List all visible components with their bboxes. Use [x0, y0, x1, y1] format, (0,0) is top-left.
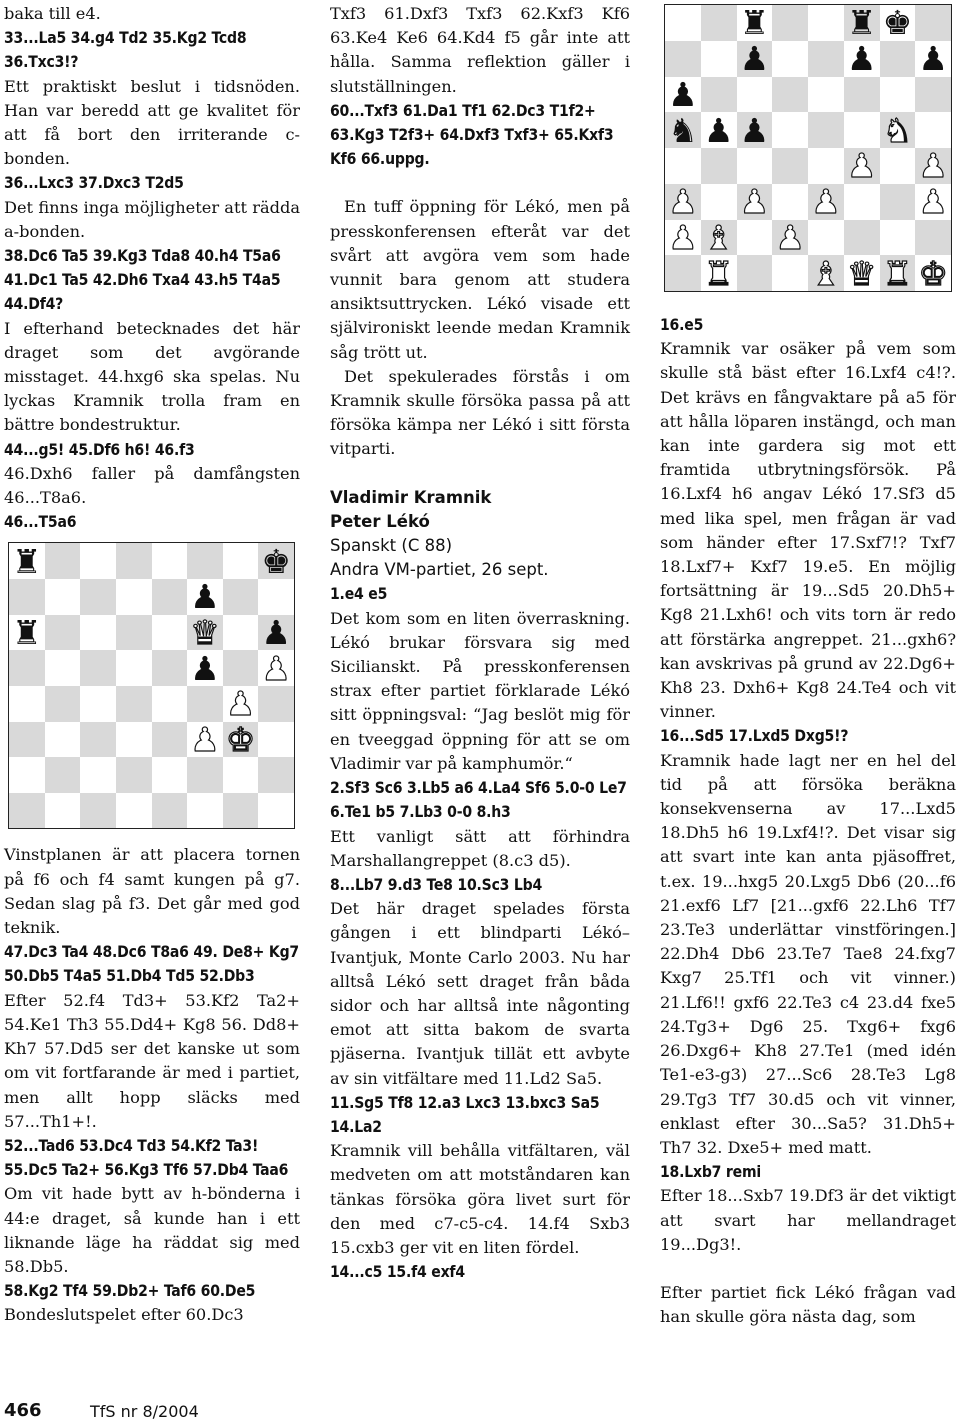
board-square [808, 5, 844, 41]
column-1-text-top [4, 2, 300, 534]
move-notation: 44...g5! 45.Df6 h6! 46.f3 [4, 440, 195, 459]
board-square [665, 220, 701, 256]
board-square [880, 255, 916, 291]
move-notation: 18.Lxb7 remi [660, 1163, 761, 1182]
board-square [808, 184, 844, 220]
board-square [152, 686, 188, 722]
board-square [737, 77, 773, 113]
board-square [116, 757, 152, 793]
board-square [187, 543, 223, 579]
board-square [258, 722, 294, 758]
board-square [9, 543, 45, 579]
black-rook-icon: ♜ [12, 543, 42, 580]
board-square [701, 255, 737, 291]
board-square [45, 686, 81, 722]
board-square [737, 220, 773, 256]
white-king-icon: ♚ [918, 255, 948, 291]
board-square [844, 41, 880, 77]
board-square [80, 579, 116, 615]
commentary-paragraph: 46.Dxh6 faller på damfångsten 46...T8a6. [4, 463, 300, 508]
move-notation: 38.Dc6 Ta5 39.Kg3 Tda8 40.h4 T5a6 41.Dc1 Ta5 42.Dh6 Txa4 43.h5 T4a5 44.Df4? [4, 247, 281, 314]
board-square [665, 77, 701, 113]
board-square [880, 5, 916, 41]
board-square [772, 220, 808, 256]
board-square [701, 5, 737, 41]
chess-diagram-1 [8, 542, 295, 829]
board-square [116, 579, 152, 615]
board-square [844, 220, 880, 256]
board-square [665, 112, 701, 148]
board-square [223, 615, 259, 651]
black-pawn-icon: ♟ [668, 76, 698, 113]
page-footer [4, 1396, 604, 1424]
move-notation: 11.Sg5 Tf8 12.a3 Lxc3 13.bxc3 Sa5 14.La2 [330, 1093, 600, 1136]
white-bishop-icon: ♝ [811, 255, 841, 291]
game-header: Spanskt (C 88) [330, 536, 453, 556]
game-header: Andra VM-partiet, 26 sept. [330, 560, 549, 580]
board-square [116, 793, 152, 829]
board-square [223, 543, 259, 579]
board-square [844, 148, 880, 184]
commentary-paragraph: baka till e4. [4, 4, 101, 23]
board-square [737, 41, 773, 77]
move-notation: 2.Sf3 Sc6 3.Lb5 a6 4.La4 Sf6 5.0-0 Le7 6.Te1 b5 7.Lb3 0-0 8.h3 [330, 779, 627, 822]
board-square [844, 112, 880, 148]
black-pawn-icon: ♟ [846, 40, 877, 77]
column-2 [330, 2, 630, 1284]
move-notation: 58.Kg2 Tf4 59.Db2+ Taf6 60.De5 [4, 1282, 256, 1301]
board-square [772, 112, 808, 148]
board-square [223, 579, 259, 615]
board-square [880, 184, 916, 220]
commentary-paragraph: Det spekulerades förstås i om Kramnik skulle försöka passa på att försöka kämpa ner Lékó i sitt första vitparti. [330, 366, 630, 459]
move-notation: 46...T5a6 [4, 513, 77, 532]
white-pawn-icon: ♟ [918, 148, 948, 184]
column-3 [660, 313, 956, 1329]
board-square [80, 722, 116, 758]
move-notation: 33...La5 34.g4 Td2 35.Kg2 Tcd8 36.Txc3!? [4, 29, 247, 72]
commentary-paragraph: I efterhand betecknades det här draget som det avgörande misstaget. 44.hxg6 ska spelas. Nu lyckas Kramnik trolla fram en bättre bondestruktur. [4, 318, 300, 435]
board-square [915, 184, 951, 220]
board-square [772, 5, 808, 41]
player-name: Peter Lékó [330, 511, 430, 531]
board-square [258, 579, 294, 615]
black-pawn-icon: ♟ [739, 112, 770, 148]
white-pawn-icon: ♟ [775, 219, 805, 256]
board-square [187, 686, 223, 722]
board-square [844, 184, 880, 220]
column-1-text-bottom [4, 843, 300, 1327]
move-notation: 36...Lxc3 37.Dxc3 T2d5 [4, 174, 184, 193]
board-square [915, 148, 951, 184]
board-square [187, 793, 223, 829]
board-square [9, 650, 45, 686]
board-square [9, 579, 45, 615]
black-pawn-icon: ♟ [190, 650, 220, 686]
board-square [665, 5, 701, 41]
board-square [737, 148, 773, 184]
white-pawn-icon: ♟ [261, 650, 291, 686]
commentary-paragraph: Efter partiet fick Lékó frågan vad han skulle göra nästa dag, som [660, 1282, 956, 1327]
board-square [152, 579, 188, 615]
board-square [258, 686, 294, 722]
board-square [701, 77, 737, 113]
board-square [701, 184, 737, 220]
board-square [45, 722, 81, 758]
board-square [45, 615, 81, 651]
board-square [665, 255, 701, 291]
board-square [844, 77, 880, 113]
white-pawn-icon: ♟ [668, 183, 698, 220]
commentary-paragraph: Txf3 61.Dxf3 Txf3 62.Kxf3 Kf6 63.Ke4 Ke6 64.Kd4 f5 går inte att hålla. Samma reflektion gäller i slutställningen. [330, 4, 630, 96]
board-square [45, 757, 81, 793]
board-square [187, 722, 223, 758]
board-square [152, 757, 188, 793]
board-square [116, 686, 152, 722]
black-king-icon: ♚ [882, 5, 913, 41]
commentary-paragraph: Kramnik var osäker på vem som skulle stå bäst efter 16.Lxf4 c4!?. Det krävs en fångvaktare på a5 för att hålla löparen instängd, och man kan inte gardera sig mot ett framtida utbrytningsförsök. På 16.Lxf4 h6 angav Lékó 17.Sf3 d5 med lika spel, men frågan är vad som händer efter 17.Sxf7!? Txf7 18.Lxf7+ Kxf7 19.e5. En möjlig fortsättning är 19...Sd5 20.Dh5+ Kg8 21.Lxh6! och vits torn är redo att förstärka angreppet. 21...gxh6? kan avskrivas på grund av 22.Dg6+ Kh8 23. Dxh6+ Kg8 24.Te4 och vit vinner. [660, 339, 956, 722]
board-square [880, 148, 916, 184]
board-square [665, 148, 701, 184]
commentary-paragraph: Det här draget spelades första gången i ett blindparti Lékó–Ivantjuk, Monte Carlo 2003. Nu har alltså Lékó sett draget från båda sidor och har alltså inte någonting emot att sitta bakom de svarta pjäserna. Ivantjuk tillät ett avbyte av sin vitfältare med 11.Ld2 Sa5. [330, 899, 630, 1088]
board-square [772, 184, 808, 220]
board-square [152, 793, 188, 829]
commentary-paragraph: Bondeslutspelet efter 60.Dc3 [4, 1305, 244, 1325]
board-square [665, 41, 701, 77]
board-square [9, 615, 45, 651]
player-name: Vladimir Kramnik [330, 487, 492, 507]
white-rook-icon: ♜ [703, 255, 734, 291]
white-queen-icon: ♛ [190, 614, 220, 651]
board-square [223, 793, 259, 829]
board-square [701, 148, 737, 184]
commentary-paragraph: Det kom som en liten överraskning. Lékó brukar försvara sig med Sicilianskt. På presskonferensen strax efter partiet förklarade Lékó sitt öppningsval: “Jag beslöt mig för en tveeggad öppning för att se om Vladimir var på kamphumör.“ [330, 608, 630, 773]
board-square [258, 757, 294, 793]
black-pawn-icon: ♟ [261, 614, 291, 651]
white-pawn-icon: ♟ [811, 183, 841, 220]
board-square [116, 650, 152, 686]
board-square [701, 41, 737, 77]
white-queen-icon: ♛ [846, 255, 877, 291]
commentary-paragraph: Kramnik hade lagt ner en hel del tid på att försöka beräkna konsekvenserna av 17...Lxd5 18.Dh5 h6 19.Lxf4!?. Det visar sig att svart inte kan anta pjäsoffret, t.ex. 19...hxg5 20.Lxg5 Db6 (20...f6 21.exf6 Lf7 [21...gxf6 22.Lh6 Tf7 23.Te3 underlättar vinstföringen.] 22.Dh4 Db6 23.Te7 Tae8 24.fxg7 Kxg7 25.Tf1 och vit vinner.) 21.Lf6!! gxf6 22.Te3 c4 23.d4 fxe5 24.Tg3+ Dg6 25. Txg6+ fxg6 26.Dxg6+ Kh8 27.Te1 (med idén Te1-e3-g3) 27...Sc6 28.Te3 Lg8 29.Tg3 Tf7 30.d5 och vit vinner, enklast efter 30...Sa5? 31.Dh5+ Th7 32. Dxe5+ med matt. [660, 750, 956, 1157]
board-square [45, 793, 81, 829]
commentary-paragraph: En tuff öppning för Lékó, men på presskonferensen efteråt var det svårt att avgöra vem som hade vunnit bara genom att studera ansiktsuttrycken. Lékó visade ett självironiskt leende medan Kramnik såg trött ut. [330, 197, 630, 362]
chess-diagram-2 [664, 4, 952, 292]
white-pawn-icon: ♟ [668, 219, 698, 256]
black-king-icon: ♚ [261, 543, 291, 580]
board-square [665, 184, 701, 220]
board-square [844, 255, 880, 291]
board-square [258, 615, 294, 651]
black-pawn-icon: ♟ [918, 40, 948, 77]
board-square [772, 77, 808, 113]
board-square [844, 5, 880, 41]
spacer [330, 171, 630, 195]
white-pawn-icon: ♟ [739, 183, 770, 220]
magazine-issue: TfS nr 8/2004 [90, 1402, 199, 1421]
board-square [915, 255, 951, 291]
board-square [772, 41, 808, 77]
spacer [660, 1257, 956, 1281]
board-square [701, 112, 737, 148]
board-square [116, 615, 152, 651]
board-square [223, 650, 259, 686]
board-square [915, 220, 951, 256]
commentary-paragraph: Efter 18...Sxb7 19.Df3 är det viktigt att svart har mellandraget 19...Dg3!. [660, 1186, 956, 1254]
white-king-icon: ♚ [225, 721, 256, 758]
commentary-paragraph: Kramnik vill behålla vitfältaren, väl medveten om att motståndaren kan tänkas försöka göra livet surt för den med c7-c5-c4. 14.f4 Sxb3 15.cxb3 ger vit en liten fördel. [330, 1141, 630, 1257]
move-notation: 60...Txf3 61.Da1 Tf1 62.Dc3 T1f2+ 63.Kg3 T2f3+ 64.Dxf3 Txf3+ 65.Kxf3 Kf6 66.uppg. [330, 101, 614, 169]
commentary-paragraph: Efter 52.f4 Td3+ 53.Kf2 Ta2+ 54.Ke1 Th3 55.Dd4+ Kg8 56. Dd8+ Kh7 57.Dd5 ser det kanske ut som om vit fortfarande är med i partiet, men allt hopp släcks med 57...Th1+!. [4, 990, 300, 1131]
board-square [223, 722, 259, 758]
black-rook-icon: ♜ [846, 5, 877, 41]
board-square [80, 615, 116, 651]
board-square [187, 650, 223, 686]
board-square [45, 543, 81, 579]
white-pawn-icon: ♟ [918, 183, 948, 220]
black-pawn-icon: ♟ [703, 112, 734, 148]
board-square [80, 650, 116, 686]
board-square [737, 5, 773, 41]
board-square [116, 543, 152, 579]
commentary-paragraph: Det finns inga möjligheter att rädda a-bonden. [4, 197, 300, 241]
board-square [880, 112, 916, 148]
board-square [808, 77, 844, 113]
board-square [880, 77, 916, 113]
board-square [9, 722, 45, 758]
commentary-paragraph: Ett praktiskt beslut i tidsnöden. Han var beredd att ge kvalitet för att få bort den irriterande c-bonden. [4, 76, 300, 169]
black-pawn-icon: ♟ [739, 40, 770, 77]
board-square [9, 793, 45, 829]
move-notation: 47.Dc3 Ta4 48.Dc6 T8a6 49. De8+ Kg7 50.Db5 T4a5 51.Db4 Td5 52.Db3 [4, 943, 299, 986]
spacer [330, 462, 630, 486]
commentary-paragraph: Ett vanligt sätt att förhindra Marshallangreppet (8.c3 d5). [330, 826, 630, 870]
board-square [187, 579, 223, 615]
move-notation: 16...Sd5 17.Lxd5 Dxg5!? [660, 727, 849, 746]
board-square [915, 5, 951, 41]
board-square [737, 112, 773, 148]
commentary-paragraph: Vinstplanen är att placera tornen på f6 och f4 samt kungen på g7. Sedan slag på f3. Det går med god teknik. [4, 845, 300, 938]
board-square [116, 722, 152, 758]
board-square [152, 543, 188, 579]
column-1 [4, 2, 300, 1328]
board-square [45, 579, 81, 615]
board-square [80, 757, 116, 793]
white-pawn-icon: ♟ [190, 721, 220, 758]
board-square [772, 148, 808, 184]
board-square [258, 543, 294, 579]
move-notation: 16.e5 [660, 316, 704, 334]
board-square [187, 615, 223, 651]
black-pawn-icon: ♟ [190, 579, 220, 615]
board-square [80, 686, 116, 722]
board-square [701, 220, 737, 256]
board-square [880, 41, 916, 77]
board-square [223, 757, 259, 793]
move-notation: 14...c5 15.f4 exf4 [330, 1263, 465, 1282]
move-notation: 1.e4 e5 [330, 585, 388, 604]
board-square [808, 148, 844, 184]
board-square [808, 220, 844, 256]
board-square [772, 255, 808, 291]
black-rook-icon: ♜ [739, 5, 770, 41]
commentary-paragraph: Om vit hade bytt av h-bönderna i 44:e draget, så kunde han i ett liknande läge ha räddat sig med 58.Db5. [4, 1184, 300, 1276]
black-rook-icon: ♜ [12, 614, 42, 651]
board-square [258, 650, 294, 686]
board-square [737, 184, 773, 220]
board-square [915, 41, 951, 77]
white-pawn-icon: ♟ [846, 148, 877, 184]
board-square [9, 686, 45, 722]
white-pawn-icon: ♟ [225, 685, 256, 722]
board-square [880, 220, 916, 256]
board-square [80, 793, 116, 829]
board-square [258, 793, 294, 829]
board-square [737, 255, 773, 291]
board-square [152, 722, 188, 758]
board-square [808, 112, 844, 148]
board-square [808, 255, 844, 291]
board-square [9, 757, 45, 793]
white-knight-icon: ♞ [882, 112, 913, 148]
board-square [152, 615, 188, 651]
board-square [223, 686, 259, 722]
move-notation: 8...Lb7 9.d3 Te8 10.Sc3 Lb4 [330, 875, 543, 894]
board-square [915, 77, 951, 113]
white-rook-icon: ♜ [882, 255, 913, 291]
board-square [80, 543, 116, 579]
page-number: 466 [4, 1400, 42, 1421]
board-square [45, 650, 81, 686]
board-square [152, 650, 188, 686]
black-knight-icon: ♞ [668, 112, 698, 148]
white-bishop-icon: ♝ [703, 219, 734, 256]
move-notation: 52...Tad6 53.Dc4 Td3 54.Kf2 Ta3! 55.Dc5 Ta2+ 56.Kg3 Tf6 57.Db4 Taa6 [4, 1136, 289, 1180]
board-square [187, 757, 223, 793]
board-square [808, 41, 844, 77]
board-square [915, 112, 951, 148]
